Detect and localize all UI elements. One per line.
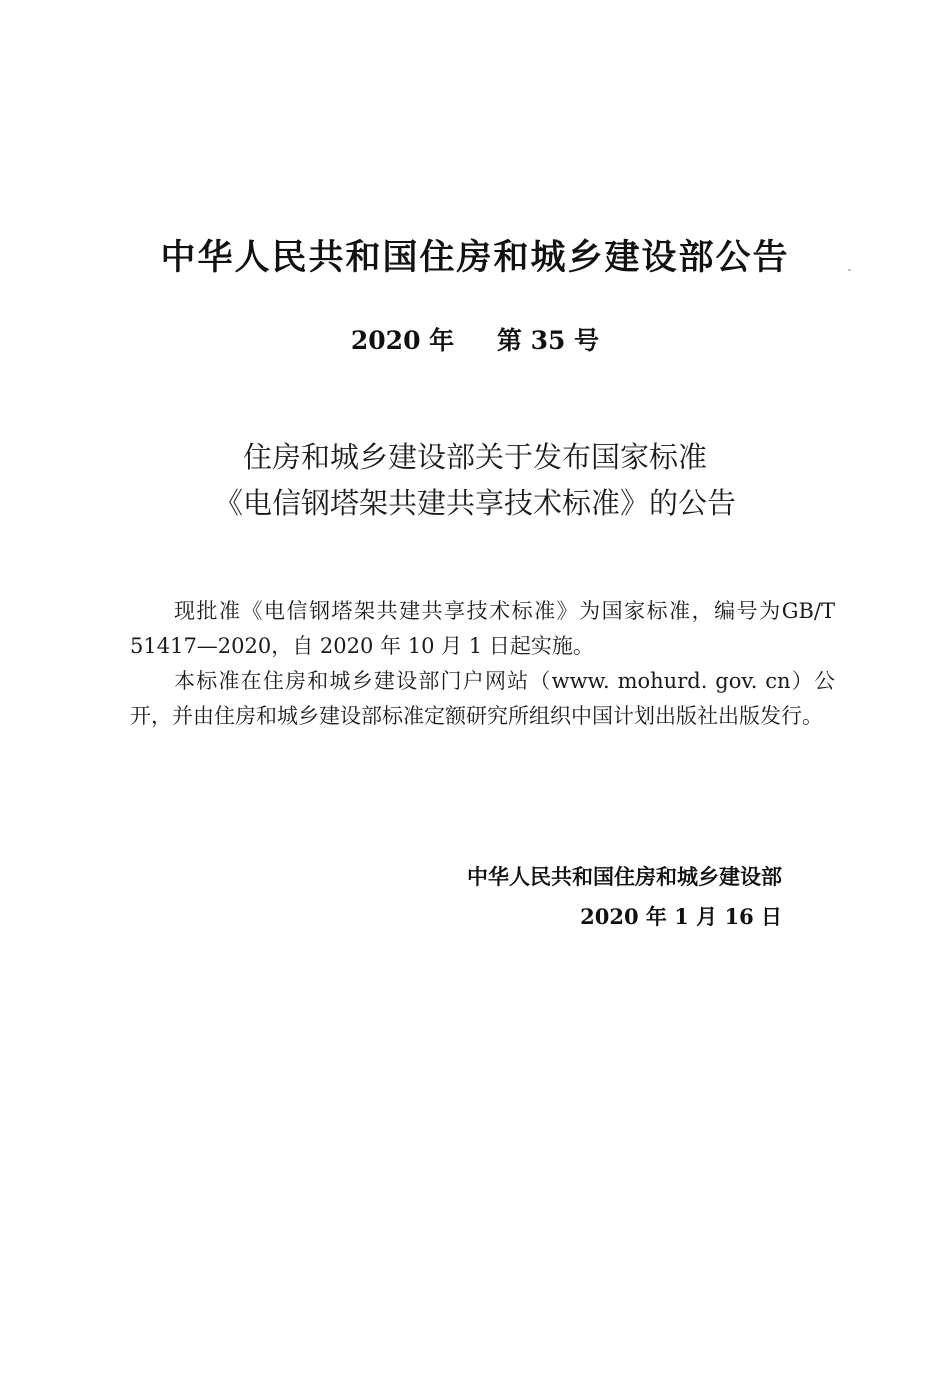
signature-block <box>467 857 782 937</box>
subtitle-line-2: 《电信钢塔架共建共享技术标准》的公告 <box>213 486 736 520</box>
announcement-heading: 中华人民共和国住房和城乡建设部公告 <box>160 238 790 278</box>
announcement-body <box>130 594 835 734</box>
scan-speck <box>848 269 851 271</box>
issuer-name: 中华人民共和国住房和城乡建设部 <box>467 865 782 889</box>
subtitle-line-1: 住房和城乡建设部关于发布国家标准 <box>242 440 707 474</box>
issue-date: 2020 年 1 月 16 日 <box>580 904 782 929</box>
body-paragraph-2: 本标准在住房和城乡建设部门户网站（www. mohurd. gov. cn）公开，并由住房和城乡建设部标准定额研究所组织中国计划出版社出版发行。 <box>130 669 835 728</box>
issue-year: 2020 年 <box>350 326 455 355</box>
issue-number: 第 35 号 <box>496 326 600 355</box>
announcement-subtitle <box>0 434 950 526</box>
body-paragraph-1: 现批准《电信钢塔架共建共享技术标准》为国家标准，编号为GB/T 51417—2020，自 2020 年 10 月 1 日起实施。 <box>130 599 835 658</box>
issue-line <box>0 323 950 359</box>
